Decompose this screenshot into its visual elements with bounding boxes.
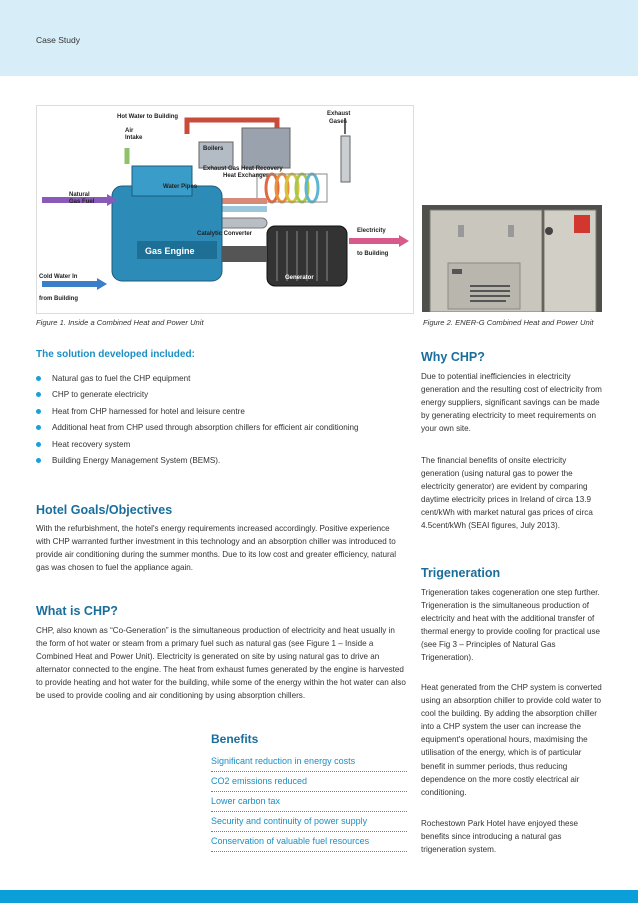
chp-cabinet-image bbox=[422, 205, 602, 312]
goals-heading: Hotel Goals/Objectives bbox=[36, 503, 173, 517]
chp-diagram-figure bbox=[36, 105, 414, 314]
svg-text:Water Pipes: Water Pipes bbox=[163, 184, 198, 190]
list-item bbox=[36, 438, 408, 451]
svg-text:Gases: Gases bbox=[329, 119, 348, 125]
svg-text:Boilers: Boilers bbox=[203, 146, 224, 152]
list-item-text: Heat from CHP harnessed for hotel and leisure centre bbox=[52, 406, 245, 416]
header-band bbox=[0, 0, 638, 76]
benefit-item: Conservation of valuable fuel resources bbox=[211, 832, 407, 852]
trigeneration-para1: Trigeneration takes cogeneration one step further. Trigeneration is the simultaneous production of electricity and heat with the additional transfer of thermal energy to provide cooling for practical use (see Fig 3 – Principles of Natural Gas Trigeneration). bbox=[421, 588, 601, 663]
list-item bbox=[36, 372, 408, 385]
what-chp-heading: What is CHP? bbox=[36, 604, 118, 618]
bullet-icon bbox=[36, 376, 41, 381]
goals-text: With the refurbishment, the hotel's energy requirements increased accordingly. Positive experience with CHP warranted further investment in this technology and an absorption chiller was introduced to provide air conditioning during the summer months. Due to its low cost and greater efficiency, natural gas was chosen to fuel the appliance again. bbox=[36, 524, 397, 573]
svg-text:Generator: Generator bbox=[285, 275, 314, 281]
chp-diagram bbox=[37, 106, 413, 313]
bullet-icon bbox=[36, 409, 41, 414]
svg-text:Exhaust Gas Heat Recovery: Exhaust Gas Heat Recovery bbox=[203, 166, 283, 172]
list-item bbox=[36, 454, 408, 467]
list-item bbox=[36, 388, 408, 401]
what-chp-text: CHP, also known as “Co-Generation” is the simultaneous production of electricity and heat usually in the form of hot water or steam from a primary fuel such as natural gas (see Figure 1 – Inside a Combined Heat and Power Unit). Electricity is generated on site by using natural gas to drive an alternator connected to the engine. The heat from exhaust fumes generated by the engine is harvested to provide heating and hot water for the building, while some of the energy within the hot water can also be used to provide cooling and air conditioning by using absorption chillers. bbox=[36, 626, 406, 701]
figure2-caption: Figure 2. ENER-G Combined Heat and Power Unit bbox=[423, 318, 594, 327]
solution-list bbox=[36, 372, 408, 471]
list-item-text: Additional heat from CHP used through absorption chillers for efficient air conditioning bbox=[52, 423, 359, 433]
bullet-icon bbox=[36, 425, 41, 430]
why-chp-para2: The financial benefits of onsite electricity generation (using natural gas to power the electricity generator) are evident by comparing daytime electricity prices in Ireland of circa 13.9 cent/kWh with market natural gas prices of circa 4.5cent/kWh (SEAI figures, July 2013). bbox=[421, 456, 593, 531]
list-item-text: Building Energy Management System (BEMS). bbox=[52, 456, 221, 466]
list-item bbox=[36, 421, 408, 434]
svg-text:Natural: Natural bbox=[69, 192, 90, 198]
svg-text:Hot Water to Building: Hot Water to Building bbox=[117, 114, 179, 120]
svg-text:Cold Water In: Cold Water In bbox=[39, 274, 78, 280]
why-chp-para1: Due to potential inefficiencies in electricity generation and the resulting cost of electricity from energy suppliers, significant savings can be made by generating electricity to meet requirements on your own site. bbox=[421, 372, 602, 434]
bullet-icon bbox=[36, 442, 41, 447]
trigeneration-para2: Heat generated from the CHP system is converted using an absorption chiller to provide cold water to cool the building. By adding the absorption chiller into a CHP system the user can increase the equipment's operational hours, maximising the utilisation of the energy, which is of particular benefit in summer periods, thus reducing dependence on the more costly electrical air conditioning. bbox=[421, 683, 602, 797]
benefit-item: Significant reduction in energy costs bbox=[211, 752, 407, 772]
section-label: Case Study bbox=[36, 35, 80, 45]
svg-text:Electricity: Electricity bbox=[357, 228, 386, 234]
svg-text:Gas Engine: Gas Engine bbox=[145, 246, 195, 256]
benefits-title: Benefits bbox=[211, 732, 259, 746]
svg-text:Catalytic Converter: Catalytic Converter bbox=[197, 231, 253, 237]
figure1-caption: Figure 1. Inside a Combined Heat and Power Unit bbox=[36, 318, 204, 327]
svg-text:Exhaust: Exhaust bbox=[327, 111, 351, 117]
chp-unit-photo bbox=[422, 205, 602, 312]
benefit-item: CO2 emissions reduced bbox=[211, 772, 407, 792]
bullet-icon bbox=[36, 458, 41, 463]
footer-band bbox=[0, 890, 638, 903]
bullet-icon bbox=[36, 392, 41, 397]
svg-text:from Building: from Building bbox=[39, 296, 78, 302]
svg-text:to Building: to Building bbox=[357, 251, 389, 257]
trigeneration-para3: Rochestown Park Hotel have enjoyed these benefits since introducing a natural gas trigeneration system. bbox=[421, 819, 579, 855]
list-item bbox=[36, 405, 408, 418]
benefits-box bbox=[211, 732, 407, 852]
svg-text:Gas Fuel: Gas Fuel bbox=[69, 199, 95, 205]
svg-text:Air: Air bbox=[125, 128, 134, 134]
solution-heading: The solution developed included: bbox=[36, 349, 195, 360]
benefit-item: Security and continuity of power supply bbox=[211, 812, 407, 832]
svg-text:Intake: Intake bbox=[125, 135, 143, 141]
trigeneration-heading: Trigeneration bbox=[421, 566, 501, 580]
benefit-item: Lower carbon tax bbox=[211, 792, 407, 812]
svg-text:Heat Exchanger: Heat Exchanger bbox=[223, 173, 269, 179]
list-item-text: Heat recovery system bbox=[52, 439, 131, 449]
list-item-text: CHP to generate electricity bbox=[52, 390, 149, 400]
list-item-text: Natural gas to fuel the CHP equipment bbox=[52, 374, 191, 383]
why-chp-heading: Why CHP? bbox=[421, 350, 485, 364]
